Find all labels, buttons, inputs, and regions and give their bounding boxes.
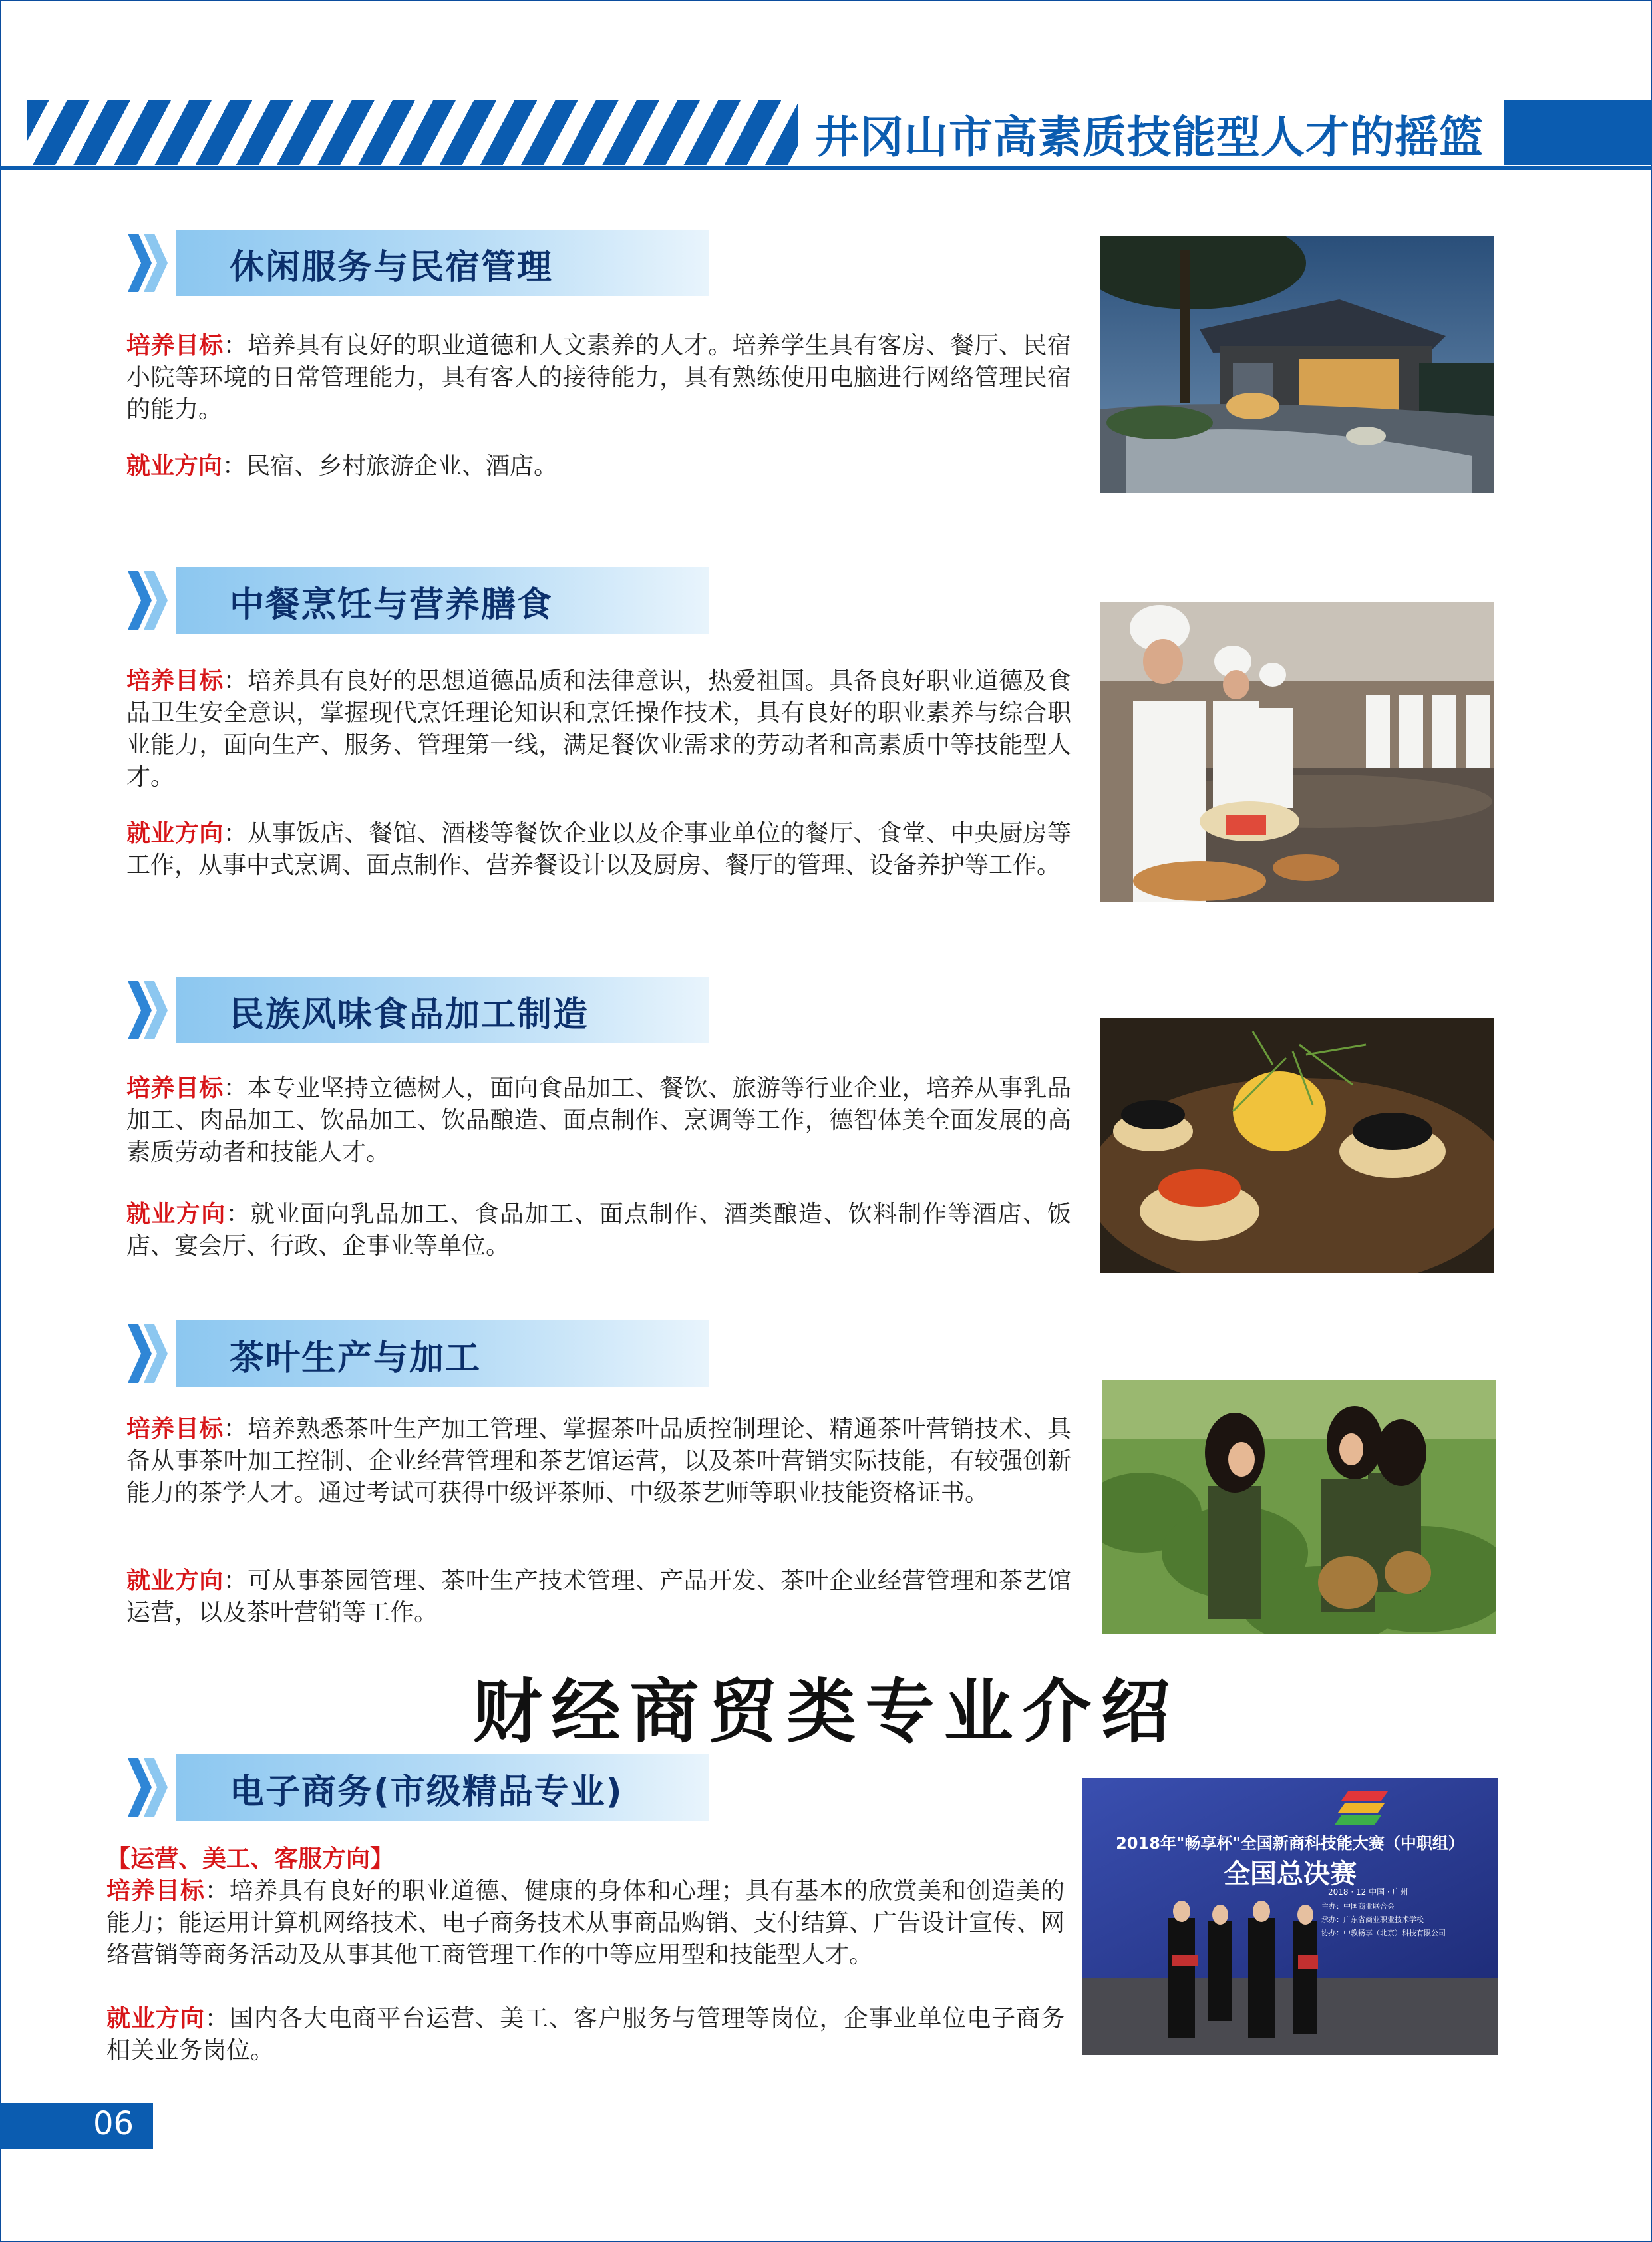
job-text: ：就业面向乳品加工、食品加工、面点制作、酒类酿造、饮料制作等酒店、饭店、宴会厅、行政、企事业等单位。 <box>126 1201 1071 1260</box>
job-label: 就业方向 <box>126 453 223 480</box>
photo-chefs <box>1100 602 1494 902</box>
job-label: 就业方向 <box>126 820 224 847</box>
job-text: ：民宿、乡村旅游企业、酒店。 <box>222 453 558 480</box>
section-title: 民族风味食品加工制造 <box>230 995 589 1035</box>
goal-label: 培养目标 <box>126 1075 224 1102</box>
goal-text: ：本专业坚持立德树人，面向食品加工、餐饮、旅游等行业企业，培养从事乳品加工、肉品加工、饮品加工、饮品酿造、面点制作、烹调等工作，德智体美全面发展的高素质劳动者和技能人才。 <box>126 1075 1071 1166</box>
header-stripe-band <box>27 100 798 165</box>
contest-date: 2018 · 12 中国 · 广州 <box>1328 1887 1408 1897</box>
section-title: 茶叶生产与加工 <box>230 1338 482 1378</box>
contest-title: 2018年"畅享杯"全国新商科技能大赛（中职组） <box>1116 1834 1464 1853</box>
photo-homestay <box>1100 236 1494 493</box>
chevron-double-icon <box>126 1758 173 1817</box>
photo-food <box>1100 1018 1494 1273</box>
contest-organizer: 协办：中教畅享（北京）科技有限公司 <box>1321 1929 1446 1937</box>
chevron-double-icon <box>126 234 173 292</box>
chevron-double-icon <box>126 981 173 1039</box>
ecommerce-direction <box>106 1843 1065 1875</box>
section-goal <box>126 330 1071 426</box>
section-employment <box>106 2003 1065 2067</box>
goal-label: 培养目标 <box>126 1415 224 1443</box>
job-text: ：从事饭店、餐馆、酒楼等餐饮企业以及企事业单位的餐厅、食堂、中央厨房等工作，从事中式烹调、面点制作、营养餐设计以及厨房、餐厅的管理、设备养护等工作。 <box>126 820 1071 879</box>
contest-subtitle: 全国总决赛 <box>1224 1859 1357 1889</box>
header-title: 井冈山市高素质技能型人才的摇篮 <box>815 112 1484 163</box>
section-goal <box>126 1073 1071 1169</box>
section-title: 中餐烹饪与营养膳食 <box>230 585 554 625</box>
job-text: ：国内各大电商平台运营、美工、客户服务与管理等岗位，企事业单位电子商务相关业务岗位。 <box>106 2005 1065 2064</box>
job-label: 就业方向 <box>126 1201 226 1228</box>
section-employment <box>126 1565 1071 1629</box>
section-goal <box>126 665 1071 793</box>
chevron-double-icon <box>126 1324 173 1383</box>
header-block <box>1504 100 1652 165</box>
goal-label: 培养目标 <box>126 667 224 695</box>
goal-text: ：培养具有良好的职业道德、健康的身体和心理；具有基本的欣赏美和创造美的能力；能运用计算机网络技术、电子商务技术从事商品购销、支付结算、广告设计宣传、网络营销等商务活动及从事其他工商管理工作的中等应用型和技能型人才。 <box>106 1877 1065 1968</box>
job-text: ：可从事茶园管理、茶叶生产技术管理、产品开发、茶叶企业经营管理和茶艺馆运营，以及茶叶营销等工作。 <box>126 1567 1071 1626</box>
section-employment <box>126 818 1071 882</box>
header-rule <box>0 166 1652 170</box>
contest-organizer: 主办：中国商业联合会 <box>1321 1902 1395 1911</box>
section-goal <box>126 1413 1071 1509</box>
goal-text: ：培养具有良好的思想道德品质和法律意识，热爱祖国。具备良好职业道德及食品卫生安全意识，掌握现代烹饪理论知识和烹饪操作技术，具有良好的职业素养与综合职业能力，面向生产、服务、管理第一线，满足餐饮业需求的劳动者和高素质中等技能型人才。 <box>126 667 1071 791</box>
page-number: 06 <box>93 2105 134 2142</box>
goal-text: ：培养熟悉茶叶生产加工管理、掌握茶叶品质控制理论、精通茶叶营销技术、具备从事茶叶加工控制、企业经营管理和茶艺馆运营，以及茶叶营销实际技能，有较强创新能力的茶学人才。通过考试可获得中级评茶师、中级茶艺师等职业技能资格证书。 <box>126 1415 1071 1507</box>
category-title: 财经商贸类专业介绍 <box>472 1670 1180 1752</box>
goal-text: ：培养具有良好的职业道德和人文素养的人才。培养学生具有客房、餐厅、民宿小院等环境的日常管理能力，具有客人的接待能力，具有熟练使用电脑进行网络管理民宿的能力。 <box>126 332 1071 423</box>
direction-label: 【运营、美工、客服方向】 <box>106 1845 395 1873</box>
chevron-double-icon <box>126 571 173 630</box>
contest-organizer: 承办：广东省商业职业技术学校 <box>1321 1915 1424 1924</box>
job-label: 就业方向 <box>126 1567 224 1594</box>
section-employment <box>126 451 1071 482</box>
section-goal <box>106 1875 1065 1971</box>
section-title: 电子商务(市级精品专业) <box>230 1772 623 1812</box>
section-employment <box>126 1199 1071 1262</box>
job-label: 就业方向 <box>106 2005 205 2032</box>
photo-tea-picking <box>1102 1380 1496 1634</box>
goal-label: 培养目标 <box>106 1877 205 1905</box>
goal-label: 培养目标 <box>126 332 224 359</box>
section-title: 休闲服务与民宿管理 <box>230 248 554 287</box>
photo-competition <box>1082 1778 1498 2055</box>
